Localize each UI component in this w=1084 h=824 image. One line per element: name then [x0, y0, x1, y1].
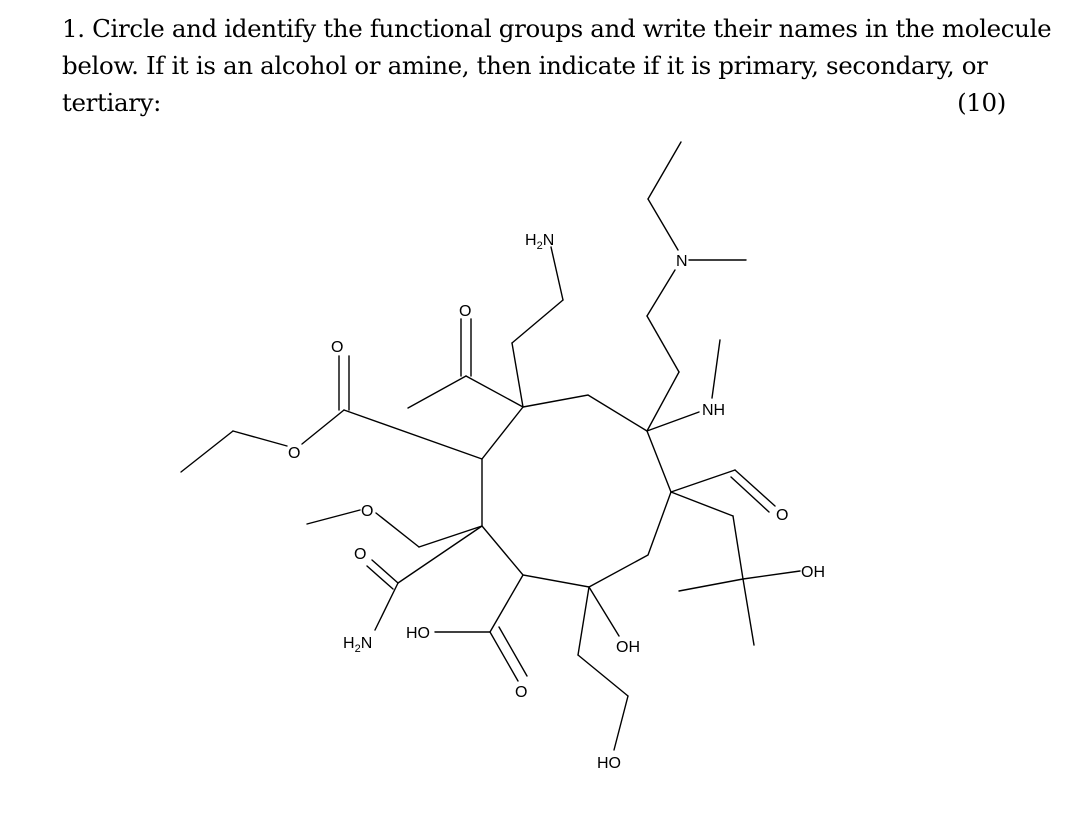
bond [733, 516, 743, 579]
bond [671, 492, 733, 516]
ketone-oxygen-label: O [459, 303, 472, 320]
tertiary-hydroxyl-label: OH [801, 564, 825, 581]
bond [372, 560, 398, 583]
bond [499, 627, 527, 676]
bond [367, 566, 393, 589]
bond [614, 696, 628, 750]
ring [482, 395, 671, 587]
secondary-amine-label: NH [702, 402, 726, 419]
bond [731, 477, 769, 512]
bond [233, 431, 287, 446]
bond [307, 510, 360, 524]
question-line-1: 1. Circle and identify the functional groups and write their names in the molecule [62, 14, 1052, 43]
acid-hydroxyl-label: HO [406, 625, 430, 642]
bond [490, 575, 523, 632]
bond [578, 587, 589, 655]
ring-hydroxyl-label: OH [616, 639, 640, 656]
bond [743, 571, 800, 579]
bond [671, 470, 735, 492]
question-line-2: below. If it is an alcohol or amine, then indicate if it is primary, secondary, or [62, 51, 988, 80]
chain-hydroxyl-label: HO [597, 755, 621, 772]
bond [490, 632, 518, 681]
bond [712, 340, 720, 398]
bond [344, 410, 482, 459]
question-points: (10) [957, 88, 1006, 117]
bond [181, 431, 233, 472]
question-line-3: tertiary: (10) [62, 84, 1072, 121]
methoxy-oxygen-label: O [361, 503, 374, 520]
bond [648, 142, 681, 199]
bond [512, 343, 523, 407]
ester-ether-oxygen-label: O [288, 445, 301, 462]
amine-bottom-label: $H_2N$ [343, 635, 373, 655]
bond [578, 655, 628, 696]
bond [419, 526, 482, 547]
amine-top-label: $H_2N$ [525, 232, 555, 252]
bond [551, 247, 563, 300]
bond [743, 579, 754, 645]
tertiary-amine-n-label: N [676, 253, 688, 270]
bond [376, 513, 419, 547]
bond [647, 372, 679, 431]
bond [589, 587, 619, 636]
bond [466, 376, 523, 407]
question-number: 1. [62, 14, 85, 43]
ester-carbonyl-oxygen-label: O [331, 339, 344, 356]
bond [408, 376, 466, 408]
bond [647, 412, 699, 431]
amide-oxygen-label: O [354, 546, 367, 563]
bond [512, 300, 563, 343]
bond [398, 526, 482, 583]
bond [679, 579, 743, 591]
acid-carbonyl-oxygen-label: O [515, 684, 528, 701]
bond [375, 583, 398, 630]
bond [647, 316, 679, 372]
bond [647, 270, 675, 316]
bond [302, 410, 344, 444]
aldehyde-oxygen-label: O [776, 507, 789, 524]
bond [735, 470, 775, 506]
bond [648, 199, 678, 250]
